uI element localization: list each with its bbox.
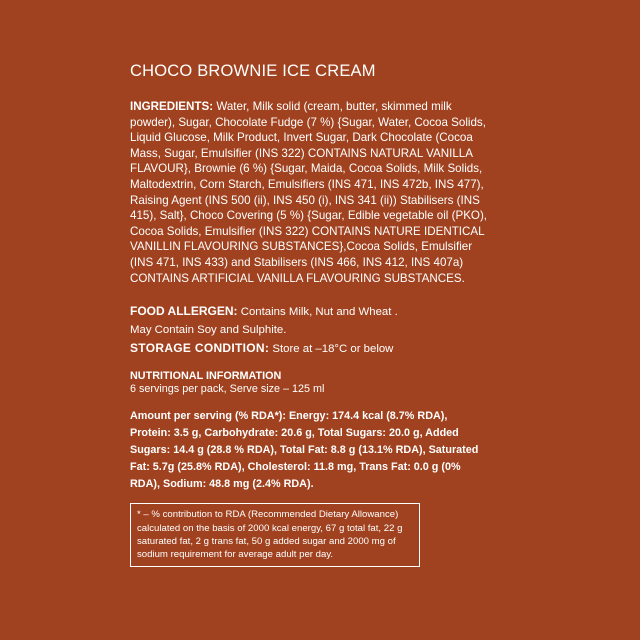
nutrition-servings: 6 servings per pack, Serve size – 125 ml bbox=[130, 383, 325, 396]
label-content bbox=[130, 62, 490, 567]
nutrition-values: Amount per serving (% RDA*): Energy: 174.4 kcal (8.7% RDA), Protein: 3.5 g, Carbohydrate: 20.6 g, Total Sugars: 20.0 g, Added Sugars: 14.4 g (28.8 % RDA), Total Fat: 8.8 g (13.1% RDA), Saturated Fat: 5.7g (25.8% RDA), Cholesterol: 11.8 mg, Trans Fat: 0.0 g (0% RDA), Sodium: 48.8 mg (2.4% RDA). bbox=[130, 410, 479, 491]
allergen-line-2: May Contain Soy and Sulphite. bbox=[130, 324, 287, 337]
allergen-label: FOOD ALLERGEN: bbox=[130, 304, 238, 319]
ingredients-paragraph bbox=[130, 99, 490, 286]
allergen-line bbox=[130, 302, 490, 321]
storage-text: Store at –18°C or below bbox=[269, 343, 394, 356]
allergen-text: Contains Milk, Nut and Wheat . bbox=[237, 306, 398, 319]
ingredients-label: INGREDIENTS: bbox=[130, 100, 214, 113]
nutrition-title: NUTRITIONAL INFORMATION bbox=[130, 370, 282, 383]
storage-line bbox=[130, 339, 490, 358]
product-title: CHOCO BROWNIE ICE CREAM bbox=[130, 62, 376, 80]
storage-label: STORAGE CONDITION: bbox=[130, 341, 270, 356]
ingredients-text: Water, Milk solid (cream, butter, skimmed milk powder), Sugar, Chocolate Fudge (7 %) {Sugar, Water, Cocoa Solids, Liquid Glucose, Milk Product, Invert Sugar, Dark Chocolate (Cocoa Mass, Sugar, Emulsifier (INS 322) CONTAINS NATURAL VANILLA FLAVOUR}, Brownie (6 %) {Sugar, Maida, Cocoa Solids, Milk Solids, Maltodextrin, Corn Starch, Emulsifiers (INS 471, INS 472b, INS 477), Raising Agent (INS 500 (ii), INS 450 (i), INS 341 (ii)) Stabilisers (INS 415), Salt}, Choco Covering (5 %) {Sugar, Edible vegetable oil (PKO), Cocoa Solids, Emulsifier (INS 322) CONTAINS NATURE IDENTICAL VANILLIN FLAVOURING SUBSTANCES},Cocoa Solids, Emulsifier (INS 471, INS 433) and Stabilisers (INS 466, INS 412, INS 407a) CONTAINS ARTIFICIAL VANILLA FLAVOURING SUBSTANCES. bbox=[130, 100, 488, 285]
rda-note-box: * – % contribution to RDA (Recommended Dietary Allowance) calculated on the basis of 2000 kcal energy, 67 g total fat, 22 g saturated fat, 2 g trans fat, 50 g added sugar and 2000 mg of sodium requirement for average adult per day. bbox=[130, 503, 420, 567]
